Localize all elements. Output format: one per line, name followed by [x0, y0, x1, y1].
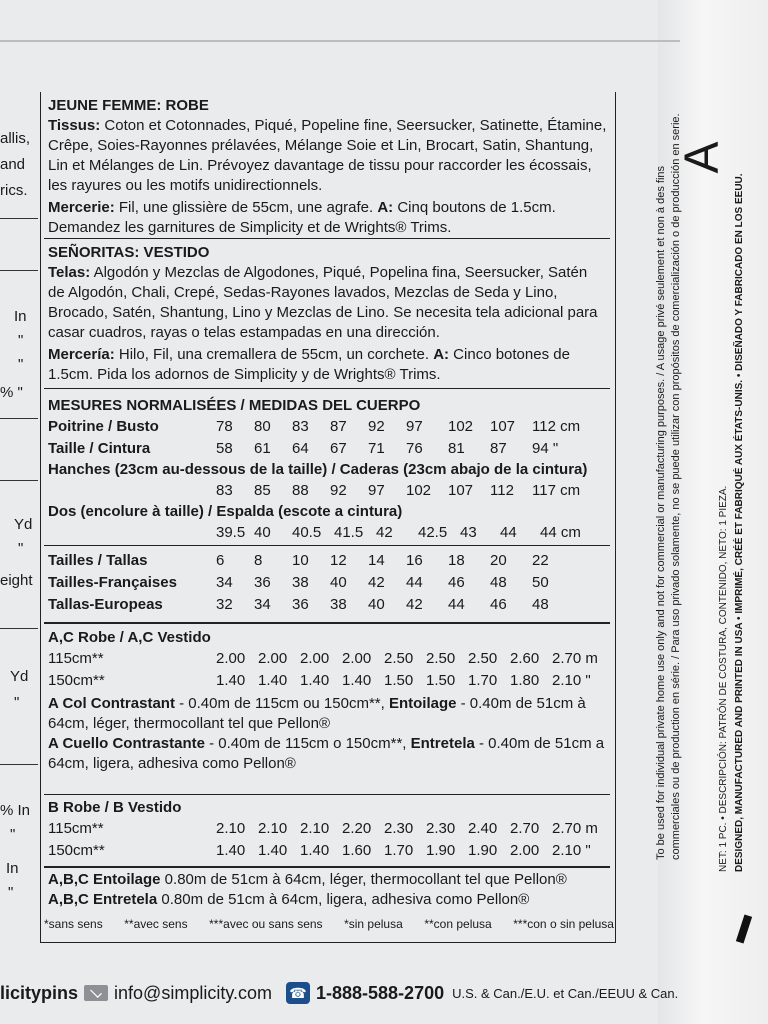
- table-row: 39.5 40 40.5 41.5 42 42.5 43 44 44 cm: [216, 524, 581, 541]
- table-row: 150cm** 1.40 1.40 1.40 1.60 1.70 1.90 1.90 2.00 2.10 ": [48, 842, 591, 859]
- table-row: Taille / Cintura 58 61 64 67 71 76 81 87 94 ": [48, 440, 559, 457]
- left-line: In: [6, 860, 19, 877]
- manufactured-notice: DESIGNED, MANUFACTURED AND PRINTED IN USA • IMPRIMÉ, CRÉÉ ET FABRIQUÉ AUX ÉTATS-UNIS. • DISEÑADO Y FABRICADO EN LOS EEUU.: [734, 173, 745, 872]
- phone-region: U.S. & Can./E.U. et Can./EEUU & Can.: [452, 985, 679, 1001]
- table-row: Tallas-Europeas 32 34 36 38 40 42 44 46 48: [48, 596, 549, 613]
- table-row: 150cm** 1.40 1.40 1.40 1.40 1.50 1.50 1.70 1.80 2.10 ": [48, 672, 591, 689]
- table-row: 115cm** 2.00 2.00 2.00 2.00 2.50 2.50 2.50 2.60 2.70 m: [48, 650, 598, 667]
- left-line: and: [0, 156, 26, 173]
- interfacing-section: [48, 870, 608, 910]
- divider: [44, 238, 610, 239]
- table-row: 83 85 88 92 97 102 107 112 117 cm: [216, 482, 581, 499]
- email-link[interactable]: info@simplicity.com: [114, 982, 272, 1003]
- left-line: ": [18, 356, 24, 373]
- measurements-section: [48, 396, 608, 544]
- left-line: eight: [0, 572, 33, 589]
- footnote: ***con o sin pelusa: [513, 917, 614, 931]
- divider: [44, 866, 610, 868]
- french-title: JEUNE FEMME: ROBE: [48, 97, 209, 114]
- divider: [44, 794, 610, 795]
- table-row: Tailles / Tallas 6 8 10 12 14 16 18 20 22: [48, 552, 549, 569]
- left-rule: [0, 764, 38, 765]
- left-line: rics.: [0, 182, 28, 199]
- dos-table: [48, 522, 581, 544]
- hanches-label: Hanches (23cm au-dessous de la taille) / Caderas (23cm abajo de la cintura): [48, 461, 588, 478]
- french-tissus: Tissus: Coton et Cotonnades, Piqué, Popeline fine, Seersucker, Satinette, Étamine, Crêpe, Soies-Rayonnes prélavées, Mélange Soie et Lin, Brocart, Satin, Shantung, Lin et Mélanges de Lin. Prévoyez davantage de tissu pour raccorder les écossais, les rayures ou les motifs unidirectionnels.: [48, 117, 607, 194]
- left-rule: [0, 480, 38, 481]
- phone-number[interactable]: 1-888-588-2700: [316, 982, 445, 1003]
- french-fabric-section: [48, 96, 608, 238]
- left-line: ": [8, 884, 14, 901]
- footnote: **avec sens: [124, 917, 188, 931]
- view-ac-title: A,C Robe / A,C Vestido: [48, 629, 211, 646]
- left-line: ": [18, 540, 24, 557]
- left-line: ": [18, 332, 24, 349]
- spanish-merceria: Mercería: Hilo, Fil, una cremallera de 55cm, un corchete. A: Cinco botones de 1.5cm. Pida los adornos de Simplicity y de Wrights® Trims.: [48, 346, 570, 383]
- footnote: *sin pelusa: [344, 917, 403, 931]
- spanish-telas: Telas: Algodón y Mezclas de Algodones, Piqué, Popelina fina, Seersucker, Satén de Algodón, Chali, Crepé, Sedas-Rayones lavados, Mezclas de Seda y Lino, Brocado, Satén, Shantung, Lino y Mezclas de Lino. Se necesita tela adicional para casar cuadros, rayas o telas estampadas en una dirección.: [48, 264, 598, 341]
- footnotes: [44, 917, 614, 931]
- net-description: NET: 1 PC. • DESCRIPCIÓN: PATRÓN DE COSTURA, CONTENIDO, NETO: 1 PIEZA.: [718, 485, 729, 872]
- email-icon: [84, 985, 108, 1001]
- fold-line: [0, 40, 680, 42]
- left-line: % In: [0, 802, 31, 819]
- divider: [44, 545, 610, 546]
- entoilage-line: A,B,C Entoilage 0.80m de 51cm à 64cm, léger, thermocollant tel que Pellon®: [48, 871, 567, 888]
- french-mercerie: Mercerie: Fil, une glissière de 55cm, une agrafe. A: Cinq boutons de 1.5cm. Demandez les garnitures de Simplicity et de Wrights® Trims.: [48, 199, 556, 236]
- left-line: allis,: [0, 130, 31, 147]
- measurements-title: MESURES NORMALISÉES / MEDIDAS DEL CUERPO: [48, 397, 421, 414]
- dos-label: Dos (encolure à taille) / Espalda (escote a cintura): [48, 503, 403, 520]
- left-line: In: [14, 308, 27, 325]
- cuello-contrastante: A Cuello Contrastante - 0.40m de 115cm o 150cm**, Entretela - 0.40m de 51cm a 64cm, ligera, adhesiva como Pellon®: [48, 735, 605, 772]
- sizes-section: [48, 550, 608, 616]
- table-row: 115cm** 2.10 2.10 2.10 2.20 2.30 2.30 2.40 2.70 2.70 m: [48, 820, 598, 837]
- left-rule: [0, 418, 38, 419]
- spanish-fabric-section: [48, 243, 608, 385]
- left-line: ": [10, 826, 16, 843]
- usage-notice-1: To be used for individual private home use only and not for commercial or manufacturing purposes. / A usage privé seulement et non à des fins: [655, 165, 667, 860]
- view-b-title: B Robe / B Vestido: [48, 799, 182, 816]
- table-row: Tailles-Françaises 34 36 38 40 42 44 46 48 50: [48, 574, 549, 591]
- measurements-table: [48, 416, 580, 460]
- left-line: Yd: [14, 516, 33, 533]
- pinterest-handle: licitypins: [0, 982, 79, 1003]
- spanish-title: SEÑORITAS: VESTIDO: [48, 244, 210, 261]
- view-b-section: [48, 798, 608, 862]
- footnote: *sans sens: [44, 917, 103, 931]
- view-ac-yardage-table: [48, 648, 598, 692]
- col-contrastant: A Col Contrastant - 0.40m de 115cm ou 150cm**, Entoilage - 0.40m de 51cm à 64cm, léger, thermocollant tel que Pellon®: [48, 695, 586, 732]
- sizes-table: [48, 550, 549, 616]
- usage-notice-2: commerciales ou de production en série. / Para uso privado solamente, no se puede utilizar con propósitos de comercialización o de producción en serie.: [670, 113, 682, 860]
- table-row: Poitrine / Busto 78 80 83 87 92 97 102 107 112 cm: [48, 418, 581, 435]
- view-ac-section: [48, 628, 608, 774]
- divider: [44, 622, 610, 624]
- contact-bar: [0, 978, 700, 1008]
- left-rule: [0, 270, 38, 271]
- divider: [44, 388, 610, 389]
- left-rule: [0, 628, 38, 629]
- hanches-table: [48, 480, 580, 502]
- left-line: ": [14, 694, 20, 711]
- phone-icon: ☎: [286, 982, 310, 1004]
- left-rule: [0, 218, 38, 219]
- view-letter: A: [675, 141, 729, 174]
- entretela-line: A,B,C Entretela 0.80m de 51cm à 64cm, ligera, adhesiva como Pellon®: [48, 891, 530, 908]
- footnote: **con pelusa: [424, 917, 492, 931]
- left-line: % ": [0, 384, 23, 401]
- view-b-yardage-table: [48, 818, 598, 862]
- footnote: ***avec ou sans sens: [209, 917, 323, 931]
- left-line: Yd: [10, 668, 29, 685]
